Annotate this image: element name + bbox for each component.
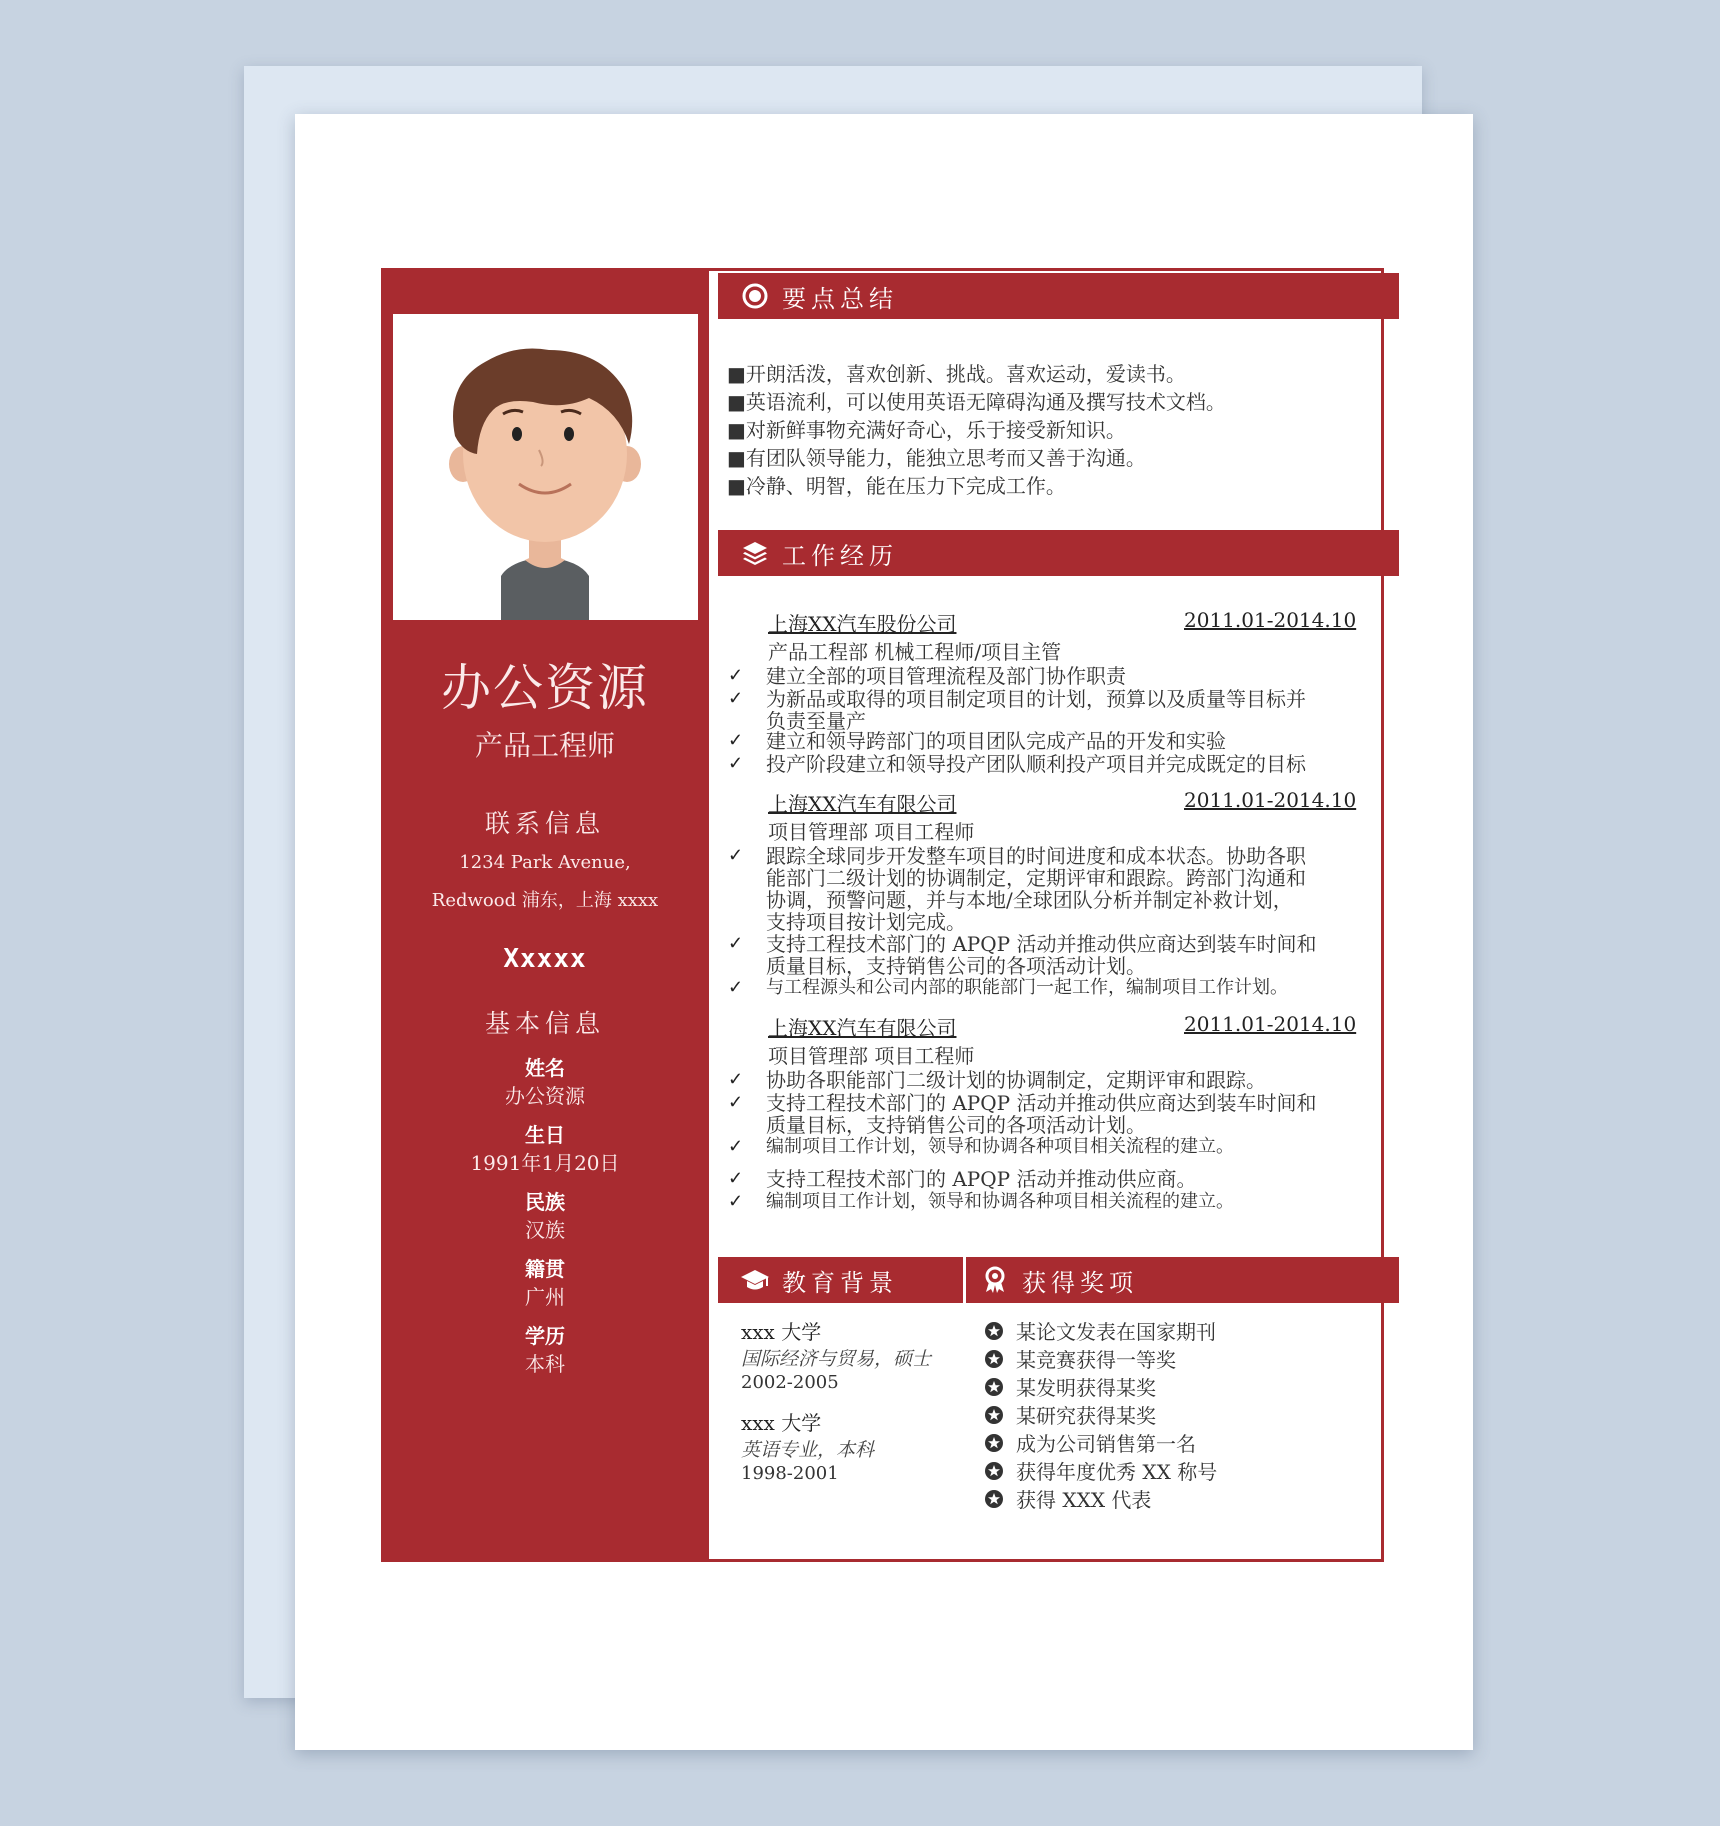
check-icon: ✓ xyxy=(728,753,744,774)
profile-name: 办公资源 xyxy=(441,659,649,717)
basic-label-education: 学历 xyxy=(525,1324,565,1348)
job-bullet: 为新品或取得的项目制定项目的计划，预算以及质量等目标并 负责至量产 xyxy=(766,687,1306,733)
edu-years: 2002-2005 xyxy=(741,1372,839,1393)
award-ribbon-icon xyxy=(980,1265,1010,1295)
address-line2: Redwood 浦东，上海 xxxx xyxy=(431,890,659,911)
check-icon: ✓ xyxy=(728,1136,744,1157)
job-dates: 2011.01-2014.10 xyxy=(1184,788,1357,812)
check-icon: ✓ xyxy=(728,1069,744,1090)
profile-job-title: 产品工程师 xyxy=(474,729,615,762)
education-header xyxy=(718,1257,963,1303)
check-icon: ✓ xyxy=(728,845,744,866)
job-bullet: 跟踪全球同步开发整车项目的时间进度和成本状态。协助各职 能部门二级计划的协调制定，定期评审和跟踪。跨部门沟通和 协调，预警问题，并与本地/全球团队分析并制定补救计划， 支持项目按计划完成。 xyxy=(766,844,1306,934)
summary-item: ■有团队领导能力，能独立思考而又善于沟通。 xyxy=(727,446,1146,470)
summary-item: ■冷静、明智，能在压力下完成工作。 xyxy=(727,474,1066,498)
award-item: 成为公司销售第一名 xyxy=(984,1428,1196,1457)
contact-heading: 联系信息 xyxy=(484,809,605,838)
basic-value-education: 本科 xyxy=(525,1352,565,1376)
job-company: 上海XX汽车有限公司 xyxy=(768,792,957,816)
summary-item: ■开朗活泼，喜欢创新、挑战。喜欢运动，爱读书。 xyxy=(727,362,1186,386)
check-icon: ✓ xyxy=(728,977,744,998)
star-circle-icon xyxy=(984,1433,1004,1453)
check-icon: ✓ xyxy=(728,665,744,686)
job-bullet: 投产阶段建立和领导投产团队顺利投产项目并完成既定的目标 xyxy=(766,752,1306,776)
check-icon: ✓ xyxy=(728,688,744,709)
summary-header xyxy=(718,273,1399,319)
experience-heading: 工作经历 xyxy=(782,541,898,570)
summary-item: ■英语流利，可以使用英语无障碍沟通及撰写技术文档。 xyxy=(727,390,1226,414)
edu-years: 1998-2001 xyxy=(741,1463,839,1484)
award-item: 某发明获得某奖 xyxy=(984,1372,1156,1401)
star-circle-icon xyxy=(984,1489,1004,1509)
experience-header xyxy=(718,530,1399,576)
job-dept: 项目管理部 项目工程师 xyxy=(768,1044,975,1068)
target-icon xyxy=(740,281,770,311)
award-item: 某研究获得某奖 xyxy=(984,1400,1156,1429)
basic-heading: 基本信息 xyxy=(484,1009,605,1038)
layers-icon xyxy=(740,538,770,568)
job-dept: 产品工程部 机械工程师/项目主管 xyxy=(768,640,1062,664)
star-circle-icon xyxy=(984,1405,1004,1425)
star-circle-icon xyxy=(984,1461,1004,1481)
edu-major: 国际经济与贸易，硕士 xyxy=(741,1348,932,1370)
check-icon: ✓ xyxy=(728,1191,744,1212)
check-icon: ✓ xyxy=(728,730,744,751)
job-company: 上海XX汽车有限公司 xyxy=(768,1016,957,1040)
check-icon: ✓ xyxy=(728,1168,744,1189)
job-bullet: 编制项目工作计划，领导和协调各种项目相关流程的建立。 xyxy=(766,1191,1234,1212)
job-bullet: 编制项目工作计划，领导和协调各种项目相关流程的建立。 xyxy=(766,1136,1234,1157)
edu-school: xxx 大学 xyxy=(741,1411,822,1435)
basic-value-name: 办公资源 xyxy=(505,1084,585,1108)
check-icon: ✓ xyxy=(728,933,744,954)
awards-header xyxy=(966,1257,1399,1303)
basic-value-hometown: 广州 xyxy=(525,1285,565,1309)
edu-major: 英语专业，本科 xyxy=(741,1439,875,1461)
basic-value-ethnicity: 汉族 xyxy=(525,1218,565,1242)
star-circle-icon xyxy=(984,1377,1004,1397)
awards-heading: 获得奖项 xyxy=(1022,1268,1138,1297)
job-dates: 2011.01-2014.10 xyxy=(1184,608,1357,632)
award-item: 获得 XXX 代表 xyxy=(984,1484,1151,1513)
basic-value-birthday: 1991年1月20日 xyxy=(470,1151,620,1175)
basic-label-hometown: 籍贯 xyxy=(525,1257,565,1281)
job-dept: 项目管理部 项目工程师 xyxy=(768,820,975,844)
edu-school: xxx 大学 xyxy=(741,1320,822,1344)
job-bullet: 支持工程技术部门的 APQP 活动并推动供应商达到装车时间和 质量目标，支持销售公司的各项活动计划。 xyxy=(766,1091,1317,1137)
job-bullet: 支持工程技术部门的 APQP 活动并推动供应商。 xyxy=(766,1167,1197,1191)
check-icon: ✓ xyxy=(728,1092,744,1113)
job-bullet: 与工程源头和公司内部的职能部门一起工作，编制项目工作计划。 xyxy=(766,977,1288,998)
award-item: 某论文发表在国家期刊 xyxy=(984,1316,1216,1345)
job-bullet: 支持工程技术部门的 APQP 活动并推动供应商达到装车时间和 质量目标，支持销售公司的各项活动计划。 xyxy=(766,932,1317,978)
star-circle-icon xyxy=(984,1349,1004,1369)
basic-label-ethnicity: 民族 xyxy=(525,1190,565,1214)
contact-value: Xxxxx xyxy=(503,944,587,974)
award-item: 某竞赛获得一等奖 xyxy=(984,1344,1176,1373)
job-company: 上海XX汽车股份公司 xyxy=(768,612,957,636)
summary-item: ■对新鲜事物充满好奇心，乐于接受新知识。 xyxy=(727,418,1126,442)
summary-heading: 要点总结 xyxy=(782,284,898,313)
star-circle-icon xyxy=(984,1321,1004,1341)
job-bullet: 协助各职能部门二级计划的协调制定，定期评审和跟踪。 xyxy=(766,1068,1266,1092)
graduation-cap-icon xyxy=(740,1265,770,1295)
job-dates: 2011.01-2014.10 xyxy=(1184,1012,1357,1036)
basic-label-birthday: 生日 xyxy=(525,1123,565,1147)
basic-label-name: 姓名 xyxy=(525,1056,565,1080)
education-heading: 教育背景 xyxy=(782,1268,898,1297)
job-bullet: 建立全部的项目管理流程及部门协作职责 xyxy=(766,664,1126,688)
award-item: 获得年度优秀 XX 称号 xyxy=(984,1456,1217,1485)
address-line1: 1234 Park Avenue, xyxy=(459,852,631,873)
job-bullet: 建立和领导跨部门的项目团队完成产品的开发和实验 xyxy=(766,729,1226,753)
